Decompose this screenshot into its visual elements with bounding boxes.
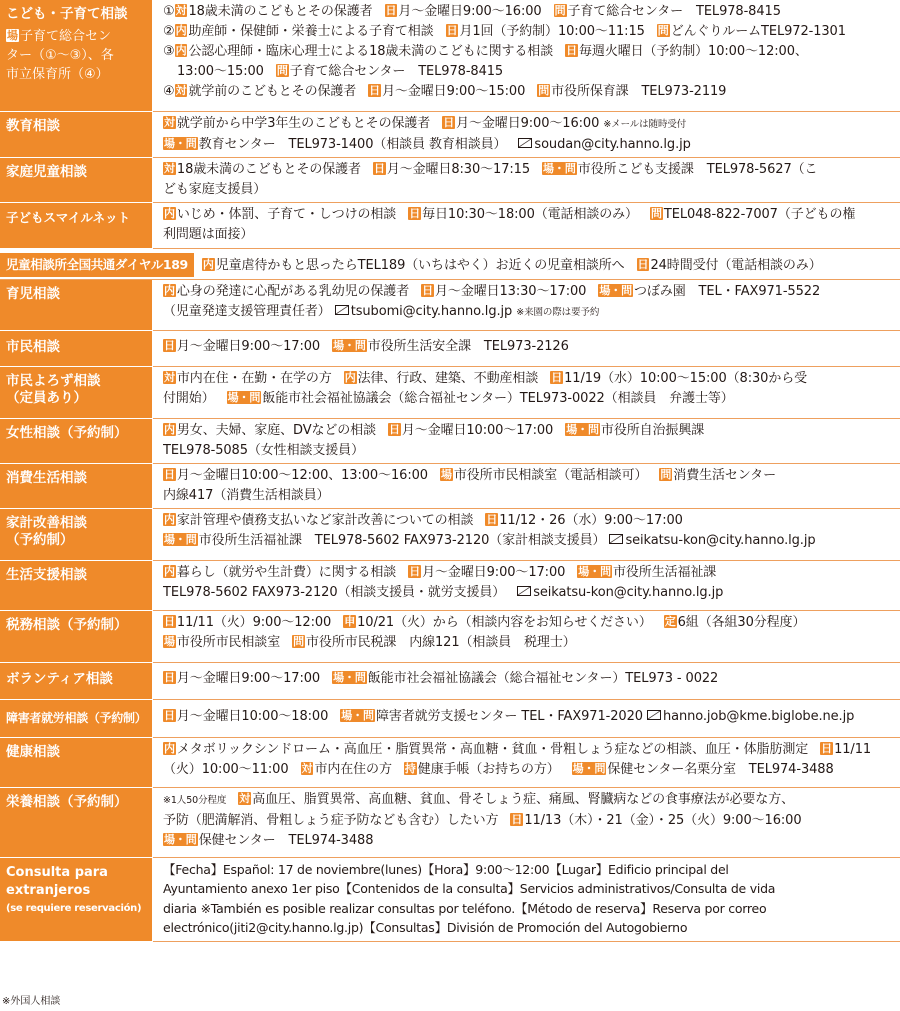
- date-tag: 日: [566, 44, 578, 57]
- detail-line: ③内 公認心理師・臨床心理士による18歳未満のこどもに関する相談 日 毎週火曜日（予約制）10:00～12:00、: [163, 44, 808, 59]
- date-tag: 日: [446, 24, 458, 37]
- category-shogai: 障害者就労相談（予約制）: [0, 699, 153, 737]
- target-tag: 対: [175, 84, 187, 97]
- details-seikatsu: 内 暮らし（就労や生計費）に関する相談 日 月～金曜日9:00～17:00 場・問 市役所生活福祉課 TEL978-5602 FAX973-2120（相談支援員・就労支援員） seikatsu-kon@city.hanno.lg.jp: [153, 560, 900, 610]
- footnote: ※外国人相談: [2, 996, 61, 1007]
- place-contact-tag: 場・問: [333, 670, 366, 684]
- email-address: hanno.job@kme.biglobe.ne.jp: [662, 708, 855, 724]
- date-tag: 日: [422, 283, 434, 297]
- category-ikuji: 育児相談: [0, 279, 153, 330]
- details-kodomo: [153, 0, 900, 111]
- category-seikatsu: 生活支援相談: [0, 560, 153, 610]
- email-address: seikatsu-kon@city.hanno.lg.jp: [533, 584, 724, 600]
- row-yorozu: [0, 366, 900, 418]
- category-zeimu: 税務相談（予約制）: [0, 610, 153, 662]
- date-tag: 日: [637, 257, 649, 271]
- row-kyoiku: [0, 111, 900, 157]
- mail-icon: [518, 137, 534, 152]
- details-ikuji: 内 心身の発達に心配がある乳幼児の保護者 日 月～金曜日13:30～17:00 場・問 つぼみ園 TEL・FAX971-5522 （児童発達支援管理責任者） tsubomi@city.hanno.lg.jp ※来園の際は要予約: [153, 279, 900, 330]
- category-kyoiku: 教育相談: [0, 111, 153, 157]
- place-contact-tag: 場・問: [572, 761, 606, 775]
- email-address: tsubomi@city.hanno.lg.jp: [350, 303, 513, 319]
- date-tag: 日: [385, 4, 397, 17]
- details-volunteer: 日 月～金曜日9:00～17:00 場・問 飯能市社会福祉協議会（総合福祉センター）TEL973 - 0022: [153, 662, 900, 699]
- row-dial189: [0, 248, 900, 279]
- category-title: こども・子育て相談: [6, 6, 128, 22]
- category-foreign: Consulta para extranjeros (se requiere reservación): [0, 857, 153, 941]
- contact-tag: 問: [660, 467, 672, 481]
- apply-tag: 申: [344, 614, 356, 628]
- category-katei: 家庭児童相談: [0, 157, 153, 202]
- place-contact-tag: 場・問: [578, 564, 611, 578]
- content-tag: 内: [164, 512, 175, 526]
- target-tag: 対: [164, 115, 175, 129]
- details-foreign: 【Fecha】Español: 17 de noviembre(lunes)【Hora】9:00～12:00【Lugar】Edificio principal del Ayuntamiento anexo 1er piso【Contenidos de la consulta】Servicios administrativos/Consulta de vida diaria ※También es posible realizar consultas por teléfono.【Método de reserva】Reserva por correo electrónico(jiti2@city.hanno.lg.jp)【Consultas】División de Promoción del Autogobierno: [153, 857, 900, 941]
- date-tag: 日: [164, 467, 175, 481]
- place-tag: 場: [7, 29, 18, 42]
- details-josei: 内 男女、夫婦、家庭、DVなどの相談 日 月～金曜日10:00～17:00 場・問 市役所自治振興課 TEL978-5085（女性相談支援員）: [153, 418, 900, 463]
- row-smile: [0, 202, 900, 248]
- place-contact-tag: 場・問: [333, 338, 366, 352]
- place-contact-tag: 場・問: [164, 532, 197, 546]
- row-foreign: [0, 857, 900, 941]
- capacity-tag: 定: [664, 614, 676, 628]
- mail-icon: [335, 304, 351, 319]
- place-contact-tag: 場・問: [543, 161, 576, 175]
- details-smile: 内 いじめ・体罰、子育て・しつけの相談 日 毎日10:30～18:00（電話相談のみ） 問 TEL048-822-7007（子どもの権 利問題は面接）: [153, 202, 900, 248]
- mail-icon: [647, 709, 663, 724]
- date-tag: 日: [164, 338, 175, 352]
- date-tag: 日: [821, 741, 833, 755]
- content-tag: 内: [164, 741, 175, 755]
- content-tag: 内: [175, 44, 187, 57]
- target-tag: 対: [239, 791, 251, 805]
- category-place-line: 市立保育所（④）: [6, 67, 109, 82]
- row-kodomo: [0, 0, 900, 111]
- content-tag: 内: [344, 370, 356, 384]
- category-josei: 女性相談（予約制）: [0, 418, 153, 463]
- target-tag: 対: [164, 370, 175, 384]
- category-shohi: 消費生活相談: [0, 463, 153, 508]
- date-tag: 日: [164, 708, 175, 722]
- details-kyoiku: 対 就学前から中学3年生のこどもとその保護者 日 月～金曜日9:00～16:00 ※メールは随時受付 場・問 教育センター TEL973-1400（相談員 教育相談員） soudan@city.hanno.lg.jp: [153, 111, 900, 157]
- category-shimin: 市民相談: [0, 330, 153, 366]
- mail-icon: [517, 585, 533, 600]
- date-tag: 日: [388, 422, 400, 436]
- row-kenko: [0, 737, 900, 787]
- date-tag: 日: [551, 370, 563, 384]
- content-tag: 内: [175, 24, 187, 37]
- category-dial189: 児童相談所全国共通ダイヤル189: [0, 253, 194, 277]
- place-contact-tag: 場・問: [341, 708, 374, 722]
- bring-tag: 持: [404, 761, 416, 775]
- place-tag: 場: [164, 634, 175, 648]
- details-katei: 対 18歳未満のこどもとその保護者 日 月～金曜日8:30～17:15 場・問 市役所こども支援課 TEL978-5627（こ ども家庭支援員）: [153, 157, 900, 202]
- content-tag: 内: [164, 422, 175, 436]
- category-volunteer: ボランティア相談: [0, 662, 153, 699]
- date-tag: 日: [164, 614, 175, 628]
- contact-tag: 問: [293, 634, 305, 648]
- date-tag: 日: [511, 812, 523, 826]
- date-tag: 日: [486, 512, 498, 526]
- row-shohi: [0, 463, 900, 508]
- category-kodomo: [0, 0, 153, 111]
- email-address: seikatsu-kon@city.hanno.lg.jp: [625, 532, 816, 548]
- contact-tag: 問: [650, 206, 662, 220]
- row-kakei: [0, 508, 900, 560]
- contact-tag: 問: [554, 4, 566, 17]
- content-tag: 内: [164, 206, 175, 220]
- row-zeimu: [0, 610, 900, 662]
- row-shogai: [0, 699, 900, 737]
- category-kakei: 家計改善相談 （予約制）: [0, 508, 153, 560]
- contact-tag: 問: [276, 64, 288, 77]
- mail-icon: [609, 533, 625, 548]
- row-shimin: [0, 330, 900, 366]
- contact-tag: 問: [657, 24, 669, 37]
- row-ikuji: [0, 279, 900, 330]
- date-tag: 日: [409, 206, 421, 220]
- details-kenko: 内 メタボリックシンドローム・高血圧・脂質異常・高血糖・貧血・骨粗しょう症などの相談、血圧・体脂肪測定 日 11/11 （火）10:00～11:00 対 市内在住の方 持 健康手帳（お持ちの方） 場・問 保健センター名栗分室 TEL974-3488: [153, 737, 900, 787]
- details-shogai: 日 月～金曜日10:00～18:00 場・問 障害者就労支援センター TEL・FAX971-2020 hanno.job@kme.biglobe.ne.jp: [153, 699, 900, 737]
- category-yorozu: 市民よろず相談 （定員あり）: [0, 366, 153, 418]
- detail-line: ②内 助産師・保健師・栄養士による子育て相談 日 月1回（予約制）10:00～11:15 問 どんぐりルームTEL972-1301: [163, 24, 846, 39]
- date-tag: 日: [164, 670, 175, 684]
- category-eiyo: 栄養相談（予約制）: [0, 787, 153, 857]
- category-smile: 子どもスマイルネット: [0, 202, 153, 248]
- place-contact-tag: 場・問: [227, 390, 261, 404]
- row-seikatsu: [0, 560, 900, 610]
- date-tag: 日: [409, 564, 421, 578]
- content-tag: 内: [164, 564, 175, 578]
- row-volunteer: [0, 662, 900, 699]
- contact-tag: 問: [538, 84, 550, 97]
- target-tag: 対: [301, 761, 313, 775]
- date-tag: 日: [443, 115, 455, 129]
- content-tag: 内: [202, 257, 214, 271]
- date-tag: 日: [373, 161, 385, 175]
- row-eiyo: [0, 787, 900, 857]
- category-place-line: ター（①～③）、各: [6, 48, 114, 63]
- details-eiyo: ※1人50分程度 対 高血圧、脂質異常、高血糖、貧血、骨そしょう症、痛風、腎臓病などの食事療法が必要な方、 予防（肥満解消、骨粗しょう症予防なども含む）したい方 日 11/13（木）・21（金）・25（火）9:00～16:00 場・問 保健センター TEL974-3488: [153, 787, 900, 857]
- details-kakei: 内 家計管理や債務支払いなど家計改善についての相談 日 11/12・26（水）9:00～17:00 場・問 市役所生活福祉課 TEL978-5602 FAX973-2120（家計相談支援員） seikatsu-kon@city.hanno.lg.jp: [153, 508, 900, 560]
- place-contact-tag: 場・問: [164, 832, 197, 846]
- date-tag: 日: [369, 84, 381, 97]
- detail-line: ④対 就学前のこどもとその保護者 日 月～金曜日9:00～15:00 問 市役所保育課 TEL973-2119: [163, 84, 727, 99]
- row-katei: [0, 157, 900, 202]
- details-shimin: 日 月～金曜日9:00～17:00 場・問 市役所生活安全課 TEL973-2126: [153, 330, 900, 366]
- place-contact-tag: 場・問: [566, 422, 599, 436]
- details-yorozu: 対 市内在住・在勤・在学の方 内 法律、行政、建築、不動産相談 日 11/19（水）10:00～15:00（8:30から受 付開始） 場・問 飯能市社会福祉協議会（総合福祉センター）TEL973-0022（相談員 弁護士等）: [153, 366, 900, 418]
- content-tag: 内: [164, 283, 175, 297]
- category-kenko: 健康相談: [0, 737, 153, 787]
- details-dial189: 児童相談所全国共通ダイヤル189 内 児童虐待かもと思ったらTEL189（いちはやく）お近くの児童相談所へ 日 24時間受付（電話相談のみ）: [0, 248, 900, 279]
- target-tag: 対: [175, 4, 187, 17]
- details-shohi: 日 月～金曜日10:00～12:00、13:00～16:00 場 市役所市民相談室（電話相談可） 問 消費生活センター 内線417（消費生活相談員）: [153, 463, 900, 508]
- email-address: soudan@city.hanno.lg.jp: [534, 136, 691, 152]
- place-contact-tag: 場・問: [164, 136, 197, 150]
- target-tag: 対: [164, 161, 175, 175]
- place-tag: 場: [440, 467, 452, 481]
- detail-line: 13:00～15:00 問 子育て総合センター TEL978-8415: [177, 64, 504, 79]
- category-place-line: 子育て総合セン: [20, 29, 112, 44]
- detail-line: ①対 18歳未満のこどもとその保護者 日 月～金曜日9:00～16:00 問 子育て総合センター TEL978-8415: [163, 4, 781, 19]
- row-josei: [0, 418, 900, 463]
- details-zeimu: 日 11/11（火）9:00～12:00 申 10/21（火）から（相談内容をお知らせください） 定 6組（各組30分程度） 場 市役所市民相談室 問 市役所市民税課 内線121（相談員 税理士）: [153, 610, 900, 662]
- place-contact-tag: 場・問: [599, 283, 633, 297]
